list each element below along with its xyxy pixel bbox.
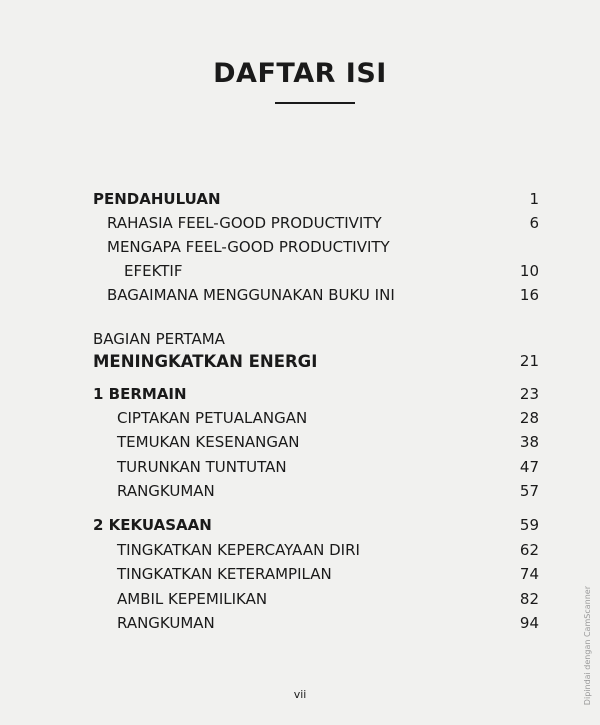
toc-part-label bbox=[0, 328, 600, 352]
toc-entry-page: 82 bbox=[519, 590, 539, 608]
toc-entry-label: RANGKUMAN bbox=[117, 482, 215, 500]
toc-entry-label: TINGKATKAN KETERAMPILAN bbox=[117, 565, 332, 583]
toc-entry-label: CIPTAKAN PETUALANGAN bbox=[117, 409, 308, 427]
toc-entry-rahasia bbox=[0, 212, 600, 236]
toc-entry-pendahuluan bbox=[0, 188, 600, 212]
toc-entry-page: 74 bbox=[519, 565, 539, 583]
toc-entry-label: BAGIAN PERTAMA bbox=[93, 330, 225, 348]
title-underline bbox=[275, 102, 355, 104]
toc-chapter-2 bbox=[0, 514, 600, 538]
toc-entry-turunkan bbox=[0, 456, 600, 480]
page-title: DAFTAR ISI bbox=[213, 58, 387, 89]
toc-entry-page: 94 bbox=[519, 614, 539, 632]
toc-entry-page: 47 bbox=[519, 458, 539, 476]
toc-entry-efektif bbox=[0, 260, 600, 284]
toc-entry-page: 57 bbox=[519, 482, 539, 500]
toc-entry-label: BAGAIMANA MENGGUNAKAN BUKU INI bbox=[107, 286, 395, 304]
toc-part-title bbox=[0, 350, 600, 374]
page-folio: vii bbox=[293, 688, 307, 701]
toc-entry-page: 10 bbox=[519, 262, 539, 280]
toc-entry-page: 1 bbox=[529, 190, 539, 208]
toc-entry-label: RANGKUMAN bbox=[117, 614, 215, 632]
toc-entry-label: TEMUKAN KESENANGAN bbox=[117, 433, 300, 451]
toc-entry-page: 38 bbox=[519, 433, 539, 451]
toc-entry-label: 1 BERMAIN bbox=[93, 385, 187, 403]
toc-entry-page: 59 bbox=[519, 516, 539, 534]
toc-entry-rangkuman-2 bbox=[0, 612, 600, 636]
toc-entry-page: 23 bbox=[519, 385, 539, 403]
toc-entry-bagaimana bbox=[0, 284, 600, 308]
toc-entry-kepercayaan bbox=[0, 539, 600, 563]
toc-entry-rangkuman-1 bbox=[0, 480, 600, 504]
toc-entry-label: PENDAHULUAN bbox=[93, 190, 221, 208]
toc-entry-mengapa bbox=[0, 236, 600, 260]
toc-entry-label: TURUNKAN TUNTUTAN bbox=[117, 458, 287, 476]
scanner-watermark: Dipindai dengan CamScanner bbox=[583, 585, 592, 705]
toc-entry-page: 16 bbox=[519, 286, 539, 304]
toc-entry-keterampilan bbox=[0, 563, 600, 587]
toc-entry-page: 21 bbox=[519, 352, 539, 370]
toc-entry-label: EFEKTIF bbox=[124, 262, 183, 280]
toc-entry-label: AMBIL KEPEMILIKAN bbox=[117, 590, 268, 608]
toc-entry-label: RAHASIA FEEL-GOOD PRODUCTIVITY bbox=[107, 214, 382, 232]
toc-entry-ciptakan bbox=[0, 407, 600, 431]
toc-entry-page: 62 bbox=[519, 541, 539, 559]
toc-entry-page: 6 bbox=[529, 214, 539, 232]
toc-entry-label: 2 KEKUASAAN bbox=[93, 516, 212, 534]
toc-entry-label: TINGKATKAN KEPERCAYAAN DIRI bbox=[117, 541, 360, 559]
toc-chapter-1 bbox=[0, 383, 600, 407]
toc-entry-label: MENGAPA FEEL-GOOD PRODUCTIVITY bbox=[107, 238, 390, 256]
toc-entry-label: MENINGKATKAN ENERGI bbox=[93, 352, 318, 371]
toc-entry-temukan bbox=[0, 431, 600, 455]
toc-entry-page: 28 bbox=[519, 409, 539, 427]
toc-entry-kepemilikan bbox=[0, 588, 600, 612]
